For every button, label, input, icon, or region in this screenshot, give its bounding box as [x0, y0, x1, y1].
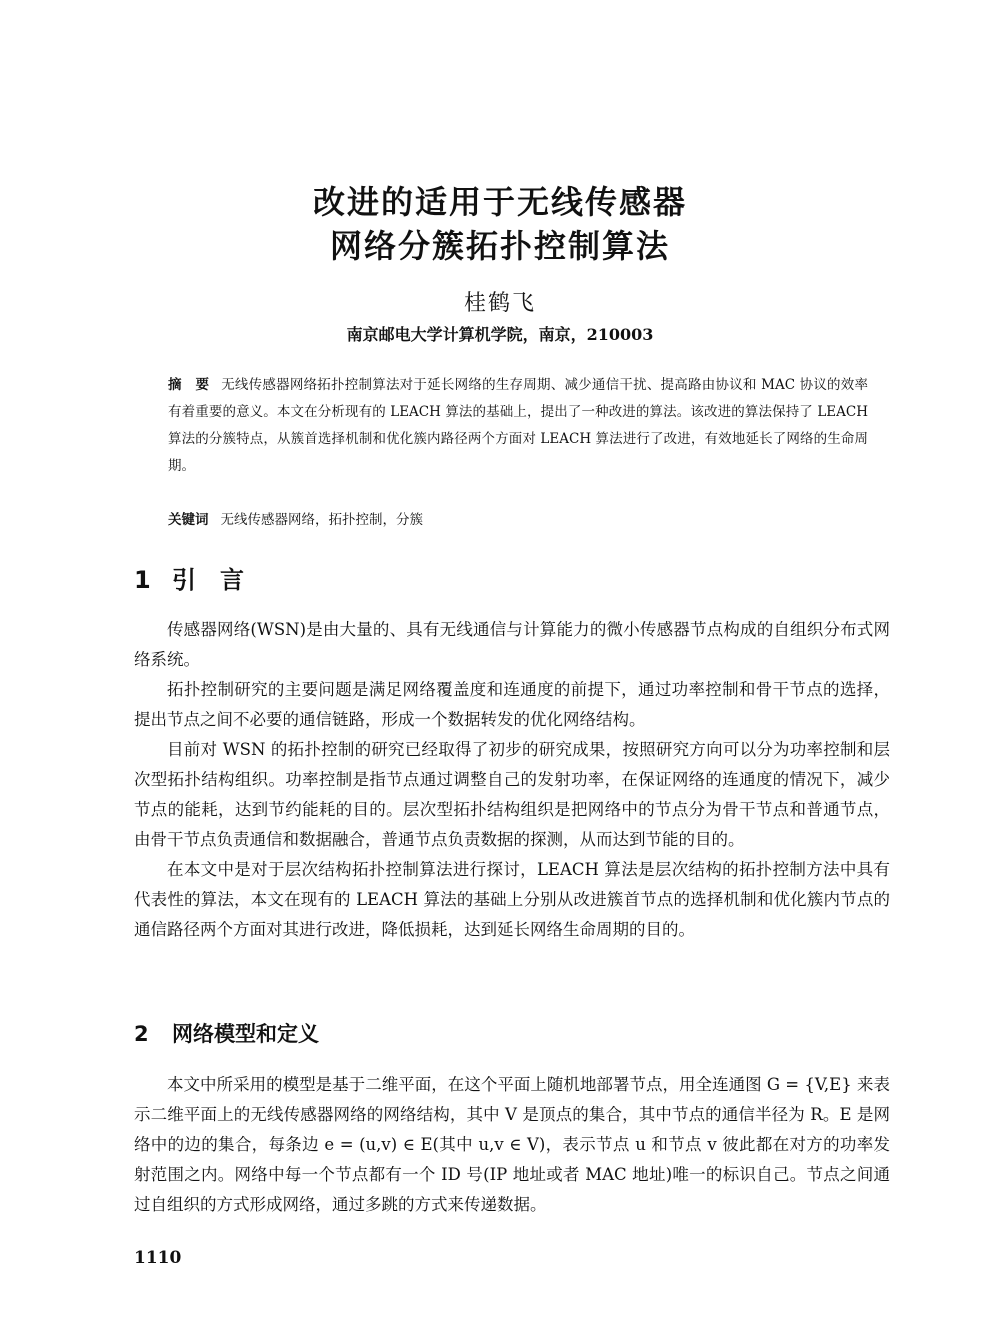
title-line-1: 改进的适用于无线传感器 — [312, 183, 687, 221]
abstract — [168, 372, 868, 480]
title-line-2: 网络分簇拓扑控制算法 — [329, 227, 670, 265]
section-2-body — [134, 1070, 890, 1220]
abstract-text: 无线传感器网络拓扑控制算法对于延长网络的生存周期、减少通信干扰、提高路由协议和 MAC 协议的效率有着重要的意义。本文在分析现有的 LEACH 算法的基础上，提出了一种改进的算法。该改进的算法保持了 LEACH 算法的分簇特点，从簇首选择机制和优化簇内路径两个方面对 LEACH 算法进行了改进，有效地延长了网络的生命周期。 — [168, 377, 869, 474]
section-2-number: 2 — [134, 1022, 149, 1046]
keywords-text: 无线传感器网络，拓扑控制，分簇 — [220, 512, 423, 528]
keywords-label: 关键词 — [168, 512, 209, 528]
section-2-title: 网络模型和定义 — [172, 1022, 319, 1046]
section-1-body — [134, 615, 890, 945]
abstract-label: 摘 要 — [168, 377, 210, 393]
author-affiliation: 南京邮电大学计算机学院，南京，210003 — [346, 325, 654, 344]
section-2-heading — [134, 1018, 319, 1048]
section-1-heading — [134, 560, 244, 595]
section-1-paragraph: 在本文中是对于层次结构拓扑控制算法进行探讨，LEACH 算法是层次结构的拓扑控制方法中具有代表性的算法，本文在现有的 LEACH 算法的基础上分别从改进簇首节点的选择机制和优化簇内节点的通信路径两个方面对其进行改进，降低损耗，达到延长网络生命周期的目的。 — [134, 860, 890, 939]
section-2-paragraph: 本文中所采用的模型是基于二维平面，在这个平面上随机地部署节点，用全连通图 G = {V,E} 来表示二维平面上的无线传感器网络的网络结构，其中 V 是顶点的集合，其中节点的通信半径为 R。E 是网络中的边的集合，每条边 e = (u,v) ∈ E(其中 u,v ∈ V)，表示节点 u 和节点 v 彼此都在对方的功率发射范围之内。网络中每一个节点都有一个 ID 号(IP 地址或者 MAC 地址)唯一的标识自己。节点之间通过自组织的方式形成网络，通过多跳的方式来传递数据。 — [134, 1075, 891, 1214]
section-1-number: 1 — [134, 566, 151, 594]
section-1-paragraph: 传感器网络(WSN)是由大量的、具有无线通信与计算能力的微小传感器节点构成的自组织分布式网络系统。 — [134, 620, 890, 669]
section-1-paragraph: 拓扑控制研究的主要问题是满足网络覆盖度和连通度的前提下，通过功率控制和骨干节点的选择，提出节点之间不必要的通信链路，形成一个数据转发的优化网络结构。 — [134, 680, 890, 729]
author-name: 桂鹤飞 — [463, 291, 536, 316]
section-1-paragraph: 目前对 WSN 的拓扑控制的研究已经取得了初步的研究成果，按照研究方向可以分为功率控制和层次型拓扑结构组织。功率控制是指节点通过调整自己的发射功率，在保证网络的连通度的情况下，减少节点的能耗，达到节约能耗的目的。层次型拓扑结构组织是把网络中的节点分为骨干节点和普通节点，由骨干节点负责通信和数据融合，普通节点负责数据的探测，从而达到节能的目的。 — [134, 740, 890, 849]
paper-title — [0, 180, 1000, 268]
page-number: 1110 — [134, 1248, 182, 1268]
keywords — [168, 508, 868, 532]
section-1-title: 引 言 — [172, 566, 244, 594]
